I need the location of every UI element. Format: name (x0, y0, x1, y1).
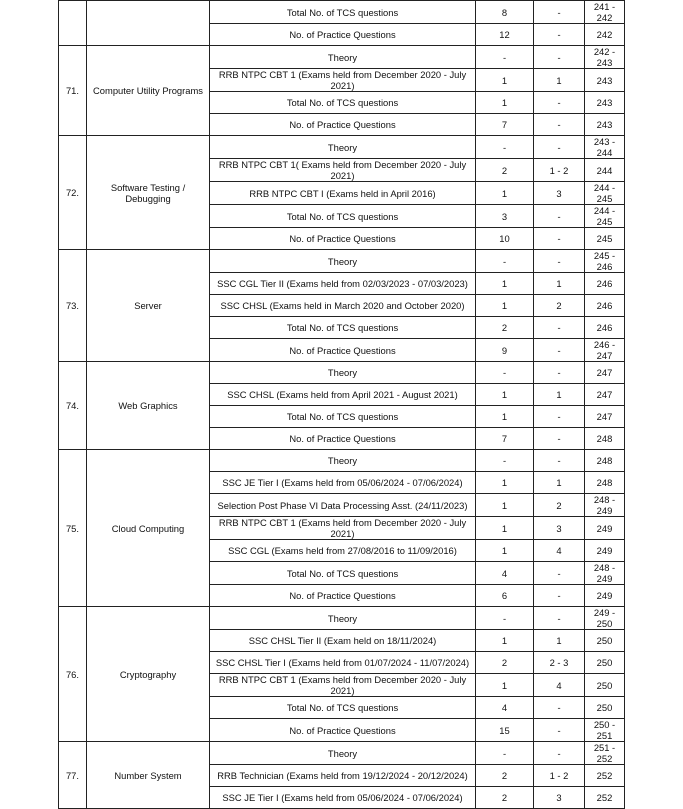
row-description: RRB NTPC CBT I (Exams held in April 2016) (210, 182, 476, 205)
question-number: - (534, 339, 585, 362)
contents-table (58, 0, 625, 809)
row-description: Theory (210, 250, 476, 273)
page-number: 250 (585, 674, 625, 697)
question-number: 1 (534, 384, 585, 406)
question-count: 1 (476, 540, 534, 562)
chapter-number: 73. (59, 250, 87, 362)
table-row (59, 607, 625, 630)
question-number: 1 (534, 69, 585, 92)
question-number: 1 (534, 630, 585, 652)
page-number: 250 (585, 652, 625, 674)
row-description: No. of Practice Questions (210, 428, 476, 450)
question-count: 1 (476, 472, 534, 494)
question-count: 1 (476, 630, 534, 652)
question-count: 6 (476, 585, 534, 607)
page-number: 243 (585, 92, 625, 114)
row-description: Theory (210, 450, 476, 472)
row-description: No. of Practice Questions (210, 719, 476, 742)
question-number: - (534, 92, 585, 114)
page-number: 241 - 242 (585, 1, 625, 24)
chapter-number: 75. (59, 450, 87, 607)
row-description: Theory (210, 362, 476, 384)
question-count: 2 (476, 765, 534, 787)
question-number: 2 - 3 (534, 652, 585, 674)
chapter-topic: Cloud Computing (87, 450, 210, 607)
question-count: - (476, 607, 534, 630)
question-number: 3 (534, 182, 585, 205)
question-count: 1 (476, 494, 534, 517)
question-count: - (476, 742, 534, 765)
row-description: No. of Practice Questions (210, 114, 476, 136)
page-number: 245 - 246 (585, 250, 625, 273)
chapter-number: 71. (59, 46, 87, 136)
chapter-number: 76. (59, 607, 87, 742)
chapter-topic: Cryptography (87, 607, 210, 742)
question-number: - (534, 742, 585, 765)
question-number: - (534, 114, 585, 136)
question-number: - (534, 317, 585, 339)
row-description: Total No. of TCS questions (210, 317, 476, 339)
row-description: No. of Practice Questions (210, 24, 476, 46)
chapter-topic (87, 1, 210, 46)
row-description: SSC CHSL (Exams held from April 2021 - August 2021) (210, 384, 476, 406)
page-number: 248 (585, 472, 625, 494)
chapter-number (59, 1, 87, 46)
question-count: 3 (476, 205, 534, 228)
page-number: 247 (585, 384, 625, 406)
page-number: 246 (585, 295, 625, 317)
page-number: 251 - 252 (585, 742, 625, 765)
page-number: 244 - 245 (585, 182, 625, 205)
question-number: - (534, 250, 585, 273)
question-number: 2 (534, 295, 585, 317)
chapter-topic: Number System (87, 742, 210, 809)
page-number: 243 (585, 69, 625, 92)
page-number: 252 (585, 765, 625, 787)
question-count: 2 (476, 652, 534, 674)
chapter-number: 72. (59, 136, 87, 250)
question-number: - (534, 136, 585, 159)
row-description: No. of Practice Questions (210, 339, 476, 362)
question-count: 2 (476, 159, 534, 182)
page-number: 249 (585, 517, 625, 540)
question-number: - (534, 24, 585, 46)
row-description: Theory (210, 742, 476, 765)
question-number: - (534, 450, 585, 472)
page-number: 248 - 249 (585, 494, 625, 517)
page-number: 252 (585, 787, 625, 809)
row-description: Theory (210, 607, 476, 630)
question-count: 1 (476, 295, 534, 317)
question-count: 1 (476, 384, 534, 406)
table-row (59, 250, 625, 273)
question-count: 12 (476, 24, 534, 46)
table-row (59, 1, 625, 24)
question-count: - (476, 46, 534, 69)
page-number: 246 (585, 317, 625, 339)
question-count: 4 (476, 697, 534, 719)
row-description: Total No. of TCS questions (210, 406, 476, 428)
table-row (59, 742, 625, 765)
row-description: RRB NTPC CBT 1( Exams held from December 2020 - July 2021) (210, 159, 476, 182)
chapter-number: 74. (59, 362, 87, 450)
question-number: 1 - 2 (534, 159, 585, 182)
page-number: 248 (585, 428, 625, 450)
row-description: RRB NTPC CBT 1 (Exams held from December 2020 - July 2021) (210, 517, 476, 540)
question-number: - (534, 362, 585, 384)
question-count: 1 (476, 92, 534, 114)
page-number: 249 (585, 540, 625, 562)
table-row (59, 362, 625, 384)
question-count: 1 (476, 69, 534, 92)
question-number: - (534, 428, 585, 450)
row-description: SSC CHSL Tier I (Exams held from 01/07/2024 - 11/07/2024) (210, 652, 476, 674)
chapter-number: 77. (59, 742, 87, 809)
row-description: Total No. of TCS questions (210, 1, 476, 24)
page-number: 245 (585, 228, 625, 250)
row-description: No. of Practice Questions (210, 585, 476, 607)
row-description: RRB NTPC CBT 1 (Exams held from December 2020 - July 2021) (210, 69, 476, 92)
page-number: 246 - 247 (585, 339, 625, 362)
question-number: - (534, 228, 585, 250)
row-description: SSC JE Tier I (Exams held from 05/06/2024 - 07/06/2024) (210, 787, 476, 809)
row-description: Total No. of TCS questions (210, 697, 476, 719)
page-number: 243 - 244 (585, 136, 625, 159)
row-description: Total No. of TCS questions (210, 205, 476, 228)
page-number: 247 (585, 362, 625, 384)
question-number: - (534, 46, 585, 69)
page-number: 243 (585, 114, 625, 136)
page-number: 250 - 251 (585, 719, 625, 742)
page-number: 247 (585, 406, 625, 428)
page-number: 249 (585, 585, 625, 607)
page-number: 250 (585, 630, 625, 652)
question-count: 2 (476, 317, 534, 339)
row-description: Theory (210, 46, 476, 69)
row-description: RRB NTPC CBT 1 (Exams held from December 2020 - July 2021) (210, 674, 476, 697)
row-description: SSC JE Tier I (Exams held from 05/06/2024 - 07/06/2024) (210, 472, 476, 494)
question-count: 7 (476, 114, 534, 136)
question-count: 9 (476, 339, 534, 362)
page-number: 244 - 245 (585, 205, 625, 228)
question-count: 1 (476, 406, 534, 428)
row-description: Theory (210, 136, 476, 159)
table-row (59, 136, 625, 159)
question-number: 1 - 2 (534, 765, 585, 787)
page-number: 246 (585, 273, 625, 295)
question-count: 7 (476, 428, 534, 450)
page-number: 248 - 249 (585, 562, 625, 585)
question-number: 4 (534, 674, 585, 697)
question-count: - (476, 250, 534, 273)
question-number: 3 (534, 517, 585, 540)
question-number: - (534, 205, 585, 228)
contents-table-body (59, 1, 625, 809)
question-number: 4 (534, 540, 585, 562)
page-number: 242 - 243 (585, 46, 625, 69)
question-number: - (534, 1, 585, 24)
table-row (59, 450, 625, 472)
row-description: Selection Post Phase VI Data Processing Asst. (24/11/2023) (210, 494, 476, 517)
chapter-topic: Software Testing / Debugging (87, 136, 210, 250)
chapter-topic: Server (87, 250, 210, 362)
page-number: 248 (585, 450, 625, 472)
row-description: SSC CGL Tier II (Exams held from 02/03/2023 - 07/03/2023) (210, 273, 476, 295)
question-number: 1 (534, 472, 585, 494)
page-number: 244 (585, 159, 625, 182)
question-count: - (476, 136, 534, 159)
question-count: 10 (476, 228, 534, 250)
page-number: 249 - 250 (585, 607, 625, 630)
question-number: - (534, 562, 585, 585)
question-count: 1 (476, 182, 534, 205)
question-count: 15 (476, 719, 534, 742)
question-count: - (476, 450, 534, 472)
table-row (59, 46, 625, 69)
question-count: - (476, 362, 534, 384)
question-count: 4 (476, 562, 534, 585)
question-number: - (534, 719, 585, 742)
question-count: 8 (476, 1, 534, 24)
question-count: 1 (476, 674, 534, 697)
question-number: - (534, 406, 585, 428)
question-number: - (534, 585, 585, 607)
question-number: 3 (534, 787, 585, 809)
question-number: - (534, 607, 585, 630)
page-number: 250 (585, 697, 625, 719)
question-count: 2 (476, 787, 534, 809)
page-number: 242 (585, 24, 625, 46)
question-count: 1 (476, 517, 534, 540)
row-description: Total No. of TCS questions (210, 562, 476, 585)
row-description: RRB Technician (Exams held from 19/12/2024 - 20/12/2024) (210, 765, 476, 787)
chapter-topic: Computer Utility Programs (87, 46, 210, 136)
row-description: Total No. of TCS questions (210, 92, 476, 114)
row-description: SSC CHSL (Exams held in March 2020 and October 2020) (210, 295, 476, 317)
question-number: - (534, 697, 585, 719)
row-description: SSC CGL (Exams held from 27/08/2016 to 11/09/2016) (210, 540, 476, 562)
question-count: 1 (476, 273, 534, 295)
question-number: 2 (534, 494, 585, 517)
row-description: No. of Practice Questions (210, 228, 476, 250)
question-number: 1 (534, 273, 585, 295)
chapter-topic: Web Graphics (87, 362, 210, 450)
row-description: SSC CHSL Tier II (Exam held on 18/11/2024) (210, 630, 476, 652)
